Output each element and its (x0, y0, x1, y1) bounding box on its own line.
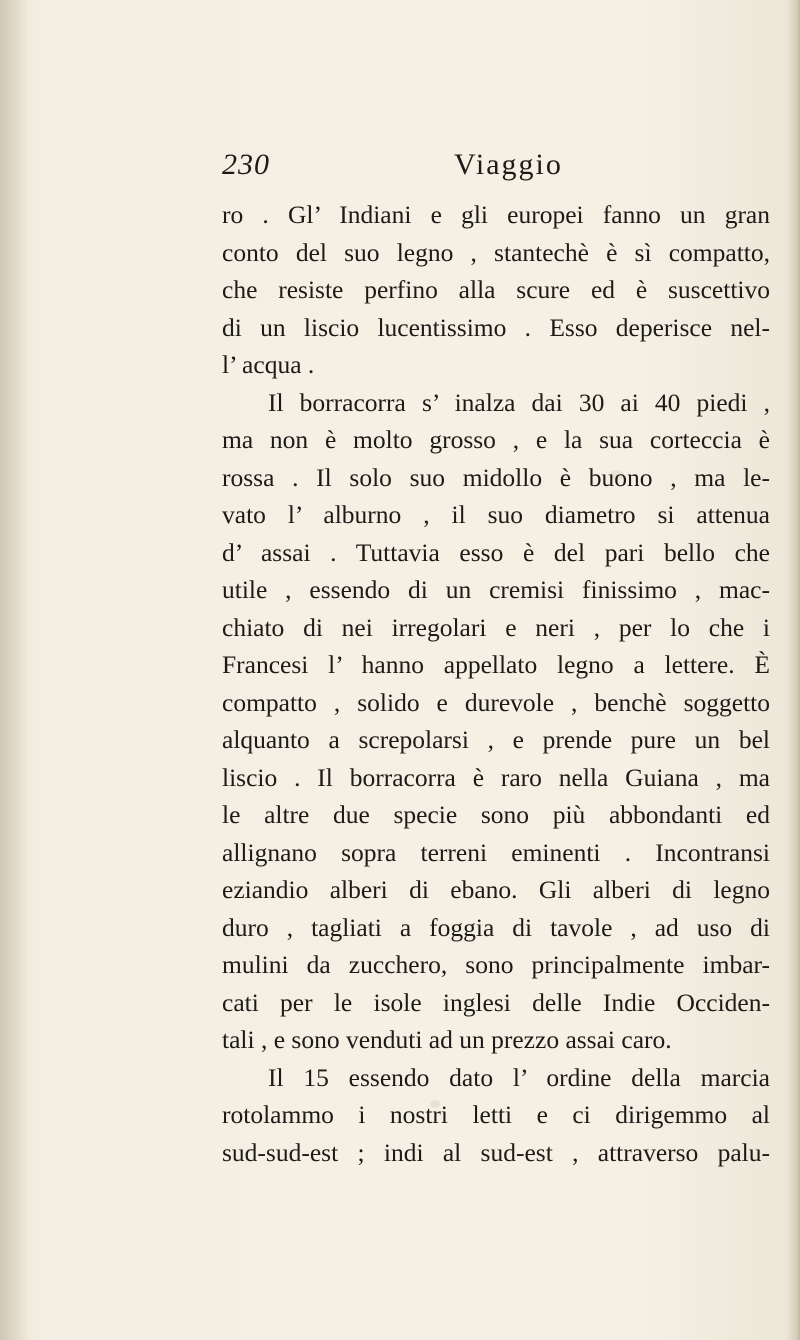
text-line: duro , tagliati a foggia di tavole , ad uso di (222, 912, 770, 942)
text-line: eziandio alberi di ebano. Gli alberi di legno (222, 875, 770, 904)
text-line: Il borracorra s’ inalza dai 30 ai 40 piedi , (268, 387, 770, 417)
text-line: ro . Gl’ Indiani e gli europei fanno un gran (222, 200, 770, 229)
text-line: che resiste perfino alla scure ed è suscettivo (222, 275, 770, 304)
text-line: chiato di nei irregolari e neri , per lo che i (222, 612, 770, 642)
body-text (222, 196, 770, 1171)
text-line: mulini da zucchero, sono principalmente imbar- (222, 950, 770, 979)
text-line: cati per le isole inglesi delle Indie Occiden- (222, 987, 770, 1017)
text-line: vato l’ alburno , il suo diametro si attenua (222, 500, 770, 529)
text-line: tali , e sono venduti ad un prezzo assai caro. (222, 1025, 672, 1054)
text-line: alquanto a screpolarsi , e prende pure un bel (222, 725, 770, 754)
text-line: compatto , solido e durevole , benchè soggetto (222, 687, 770, 717)
text-line: Francesi l’ hanno appellato legno a lettere. È (222, 650, 770, 679)
text-line: d’ assai . Tuttavia esso è del pari bello che (222, 537, 770, 567)
page-number: 230 (222, 148, 270, 181)
text-line: rossa . Il solo suo midollo è buono , ma le- (222, 462, 770, 492)
page-header (222, 148, 682, 188)
text-line: Il 15 essendo dato l’ ordine della marcia (268, 1062, 770, 1092)
page-gutter-shadow (0, 0, 28, 1340)
text-line: le altre due specie sono più abbondanti ed (222, 800, 770, 829)
text-line: rotolammo i nostri letti e ci dirigemmo al (222, 1100, 770, 1129)
text-line: ma non è molto grosso , e la sua corteccia è (222, 425, 770, 454)
page-edge-shadow (786, 0, 800, 1340)
text-line: allignano sopra terreni eminenti . Incontransi (222, 837, 770, 867)
text-line: di un liscio lucentissimo . Esso deperisce nel- (222, 312, 770, 342)
text-line: conto del suo legno , stantechè è sì compatto, (222, 237, 770, 267)
text-line: utile , essendo di un cremisi finissimo , mac- (222, 575, 770, 604)
running-head: Viaggio (454, 148, 563, 181)
text-line: l’ acqua . (222, 350, 315, 379)
text-line: liscio . Il borracorra è raro nella Guiana , ma (222, 762, 770, 792)
text-line: sud-sud-est ; indi al sud-est , attraverso palu- (222, 1137, 770, 1167)
